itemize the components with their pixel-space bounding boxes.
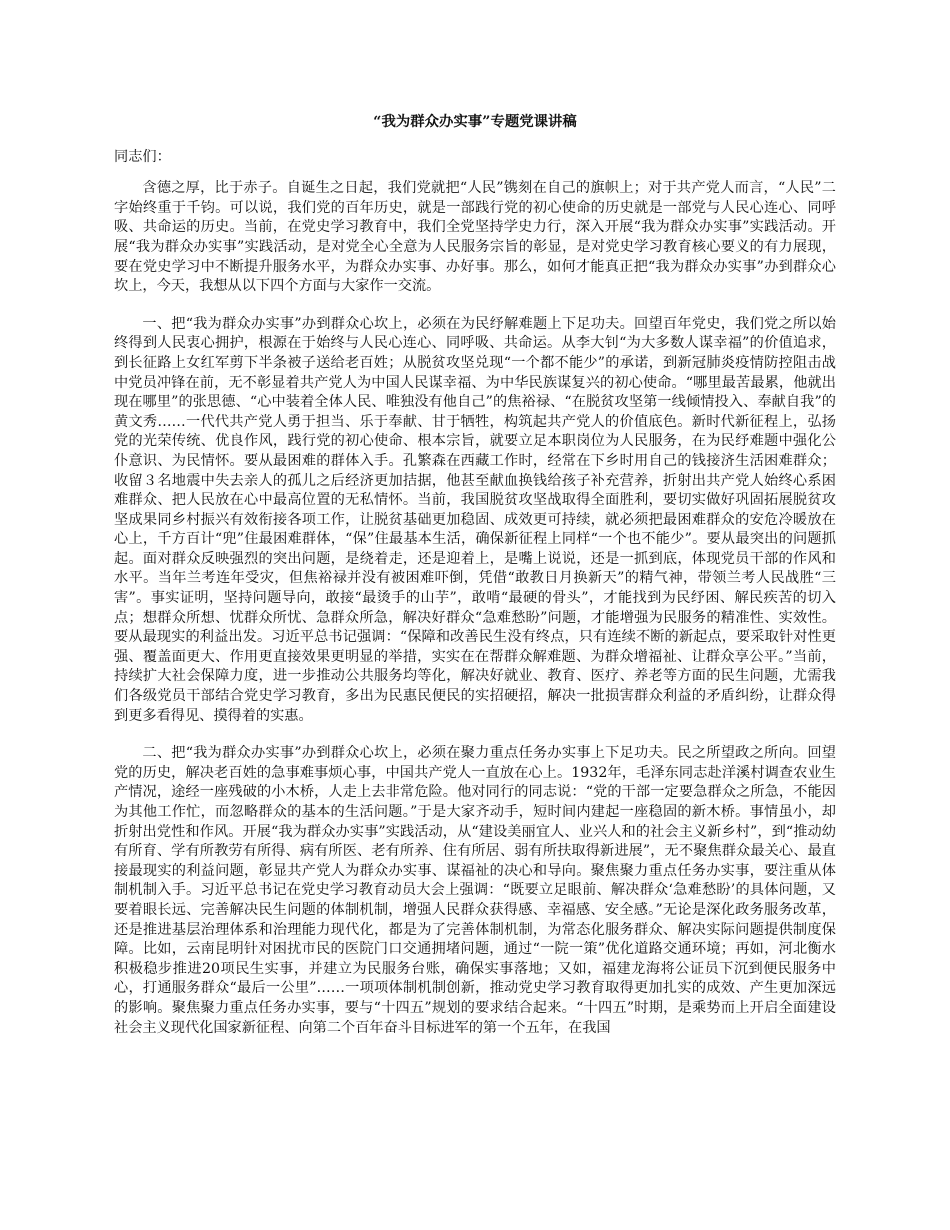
salutation: 同志们： xyxy=(114,148,171,165)
document-page xyxy=(114,112,836,1056)
paragraph-section-2: 二、把“我为群众办实事”办到群众心坎上，必须在聚力重点任务办实事上下足功夫。民之所望政之所向。回望党的历史，解决老百姓的急事难事烦心事，中国共产党人一直放在心上。1932年，毛泽东同志赴洋溪村调查农业生产情况，途经一座残破的小木桥，人走上去非常危险。他对同行的同志说：“党的干部一定要急群众之所急，不能因为其他工作忙，而忽略群众的基本的生活问题。”于是大家齐动手，短时间内建起一座稳固的新木桥。事情虽小，却折射出党性和作风。开展“我为群众办实事”实践活动，从“建设美丽宜人、业兴人和的社会主义新乡村”，到“推动幼有所育、学有所教劳有所得、病有所医、老有所养、住有所居、弱有所扶取得新进展”，无不聚焦群众最关心、最直接最现实的利益问题，彰显共产党人为群众办实事、谋福祉的决心和导向。聚焦聚力重点任务办实事，要注重从体制机制入手。习近平总书记在党史学习教育动员大会上强调：“既要立足眼前、解决群众‘急难愁盼’的具体问题，又要着眼长远、完善解决民生问题的体制机制，增强人民群众获得感、幸福感、安全感。”无论是深化政务服务改革，还是推进基层治理体系和治理能力现代化，都是为了完善体制机制，为常态化服务群众、解决实际问题提供制度保障。比如，云南昆明针对困扰市民的医院门口交通拥堵问题，通过“一院一策”优化道路交通环境；再如，河北衡水积极稳步推进20项民生实事，并建立为民服务台账，确保实事落地；又如，福建龙海将公证员下沉到便民服务中心，打通服务群众“最后一公里”……一项项体制机制创新，推动党史学习教育取得更加扎实的成效、产生更加深远的影响。聚焦聚力重点任务办实事，要与“十四五”规划的要求结合起来。“十四五”时期，是乘势而上开启全面建设社会主义现代化国家新征程、向第二个百年奋斗目标进军的第一个五年，在我国 xyxy=(114,745,836,1036)
paragraph-section-1: 一、把“我为群众办实事”办到群众心坎上，必须在为民纾解难题上下足功夫。回望百年党史，我们党之所以始终得到人民衷心拥护，根源在于始终与人民心连心、同呼吸、共命运。从李大钊“为大多数人谋幸福”的价值追求，到长征路上女红军剪下半条被子送给老百姓；从脱贫攻坚兑现“一个都不能少”的承诺，到新冠肺炎疫情防控阻击战中党员冲锋在前，无不彰显着共产党人为中国人民谋幸福、为中华民族谋复兴的初心使命。“哪里最苦最累，他就出现在哪里”的张思德、“心中装着全体人民、唯独没有他自己”的焦裕禄、“在脱贫攻坚第一线倾情投入、奉献自我”的黄文秀……一代代共产党人勇于担当、乐于奉献、甘于牺牲，构筑起共产党人的价值底色。新时代新征程上，弘扬党的光荣传统、优良作风，践行党的初心使命、根本宗旨，就要立足本职岗位为人民服务，在为民纾难题中强化公仆意识、为民情怀。要从最困难的群体入手。孔繁森在西藏工作时，经常在下乡时用自己的钱接济生活困难群众；收留３名地震中失去亲人的孤儿之后经济更加拮据，他甚至献血换钱给孩子补充营养，折射出共产党人始终心系困难群众、把人民放在心中最高位置的无私情怀。当前，我国脱贫攻坚战取得全面胜利，要切实做好巩固拓展脱贫攻坚成果同乡村振兴有效衔接各项工作，让脱贫基础更加稳固、成效更可持续，就必须把最困难群众的安危冷暖放在心上，千方百计“兜”住最困难群体，“保”住最基本生活，确保新征程上同样“一个也不能少”。要从最突出的问题抓起。面对群众反映强烈的突出问题，是绕着走，还是迎着上，是嘴上说说，还是一抓到底，体现党员干部的作风和水平。当年兰考连年受灾，但焦裕禄并没有被困难吓倒，凭借“敢教日月换新天”的精气神，带领兰考人民战胜“三害”。事实证明，坚持问题导向，敢接“最烫手的山芋”，敢啃“最硬的骨头”，才能找到为民纾困、解民疾苦的切入点；想群众所想、忧群众所忧、急群众所急，解决好群众“急难愁盼”问题，才能增强为民服务的精准性、实效性。要从最现实的利益出发。习近平总书记强调：“保障和改善民生没有终点，只有连续不断的新起点，要采取针对性更强、覆盖面更大、作用更直接效果更明显的举措，实实在在帮群众解难题、为群众增福祉、让群众享公平。”当前，持续扩大社会保障力度，进一步推动公共服务均等化，解决好就业、教育、医疗、养老等方面的民生问题，尤需我们各级党员干部结合党史学习教育，多出为民惠民便民的实招硬招，解决一批损害群众利益的矛盾纠纷，让群众得到更多看得见、摸得着的实惠。 xyxy=(114,315,836,724)
paragraph-intro: 含德之厚，比于赤子。自诞生之日起，我们党就把“人民”镌刻在自己的旗帜上；对于共产党人而言，“人民”二字始终重于千钧。可以说，我们党的百年历史，就是一部践行党的初心使命的历史就是一部党与人民心连心、同呼吸、共命运的历史。当前，在党史学习教育中，我们全党坚持学史力行，深入开展“我为群众办实事”实践活动。开展“我为群众办实事”实践活动，是对党全心全意为人民服务宗旨的彰显，是对党史学习教育核心要义的有力展现，要在党史学习中不断提升服务水平，为群众办实事、办好事。那么，如何才能真正把“我为群众办实事”办到群众心坎上，今天，我想从以下四个方面与大家作一交流。 xyxy=(114,180,836,295)
document-title: “我为群众办实事”专题党课讲稿 xyxy=(373,113,577,130)
